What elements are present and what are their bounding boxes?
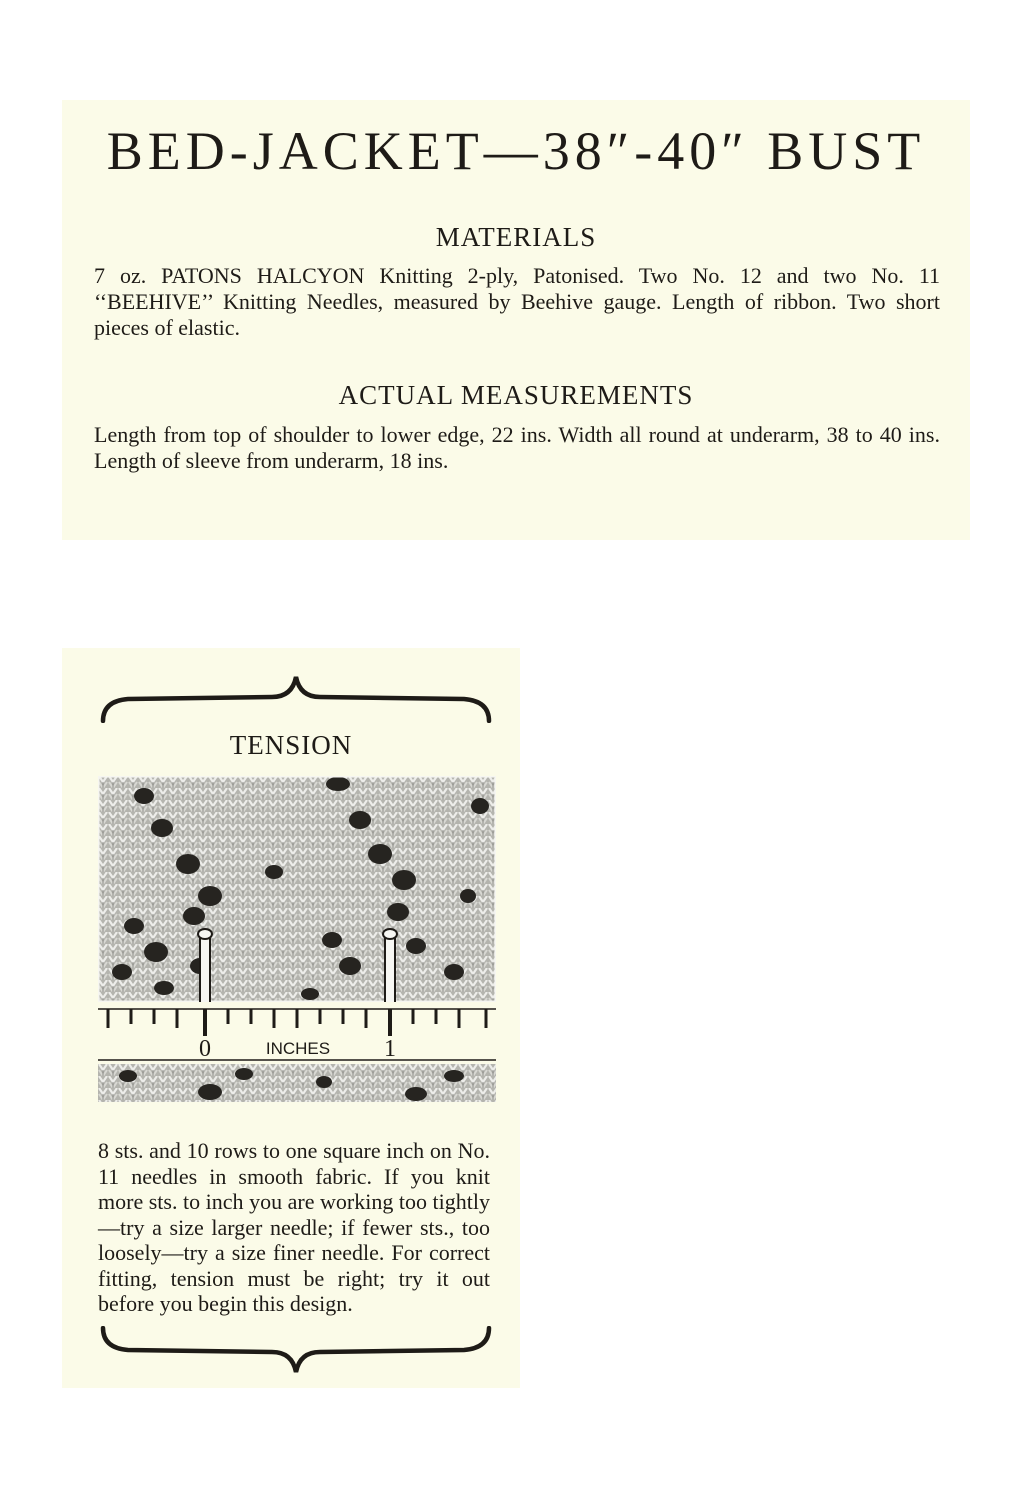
page-title: BED-JACKET—38″-40″ BUST [106,121,926,181]
measurements-text: Length from top of shoulder to lower edge, 22 ins. Width all round at underarm, 38 to 40 ins. Length of sleeve from underarm, 18 ins. [94,422,940,473]
measurements-heading: ACTUAL MEASUREMENTS [338,380,694,410]
inch-ruler [98,1002,496,1062]
knitted-fabric-strip [98,1064,496,1102]
knitted-fabric [98,776,496,1002]
ruler-end-label: 1 [384,1036,396,1062]
tension-swatch-photo [98,776,496,1102]
pattern-header-panel [62,100,970,540]
top-brace-icon [100,673,492,723]
ruler-unit-label: INCHES [265,1039,331,1058]
tension-text: 8 sts. and 10 rows to one square inch on No. 11 needles in smooth fabric. If you knit more sts. to inch you are working too tightly—try a size larger needle; if fewer sts., too loosely—try a size finer needle. For correct fitting, tension must be right; try it out before you begin this design. [98,1138,490,1316]
tension-panel [62,648,520,1388]
tension-heading: TENSION [229,730,353,760]
materials-heading: MATERIALS [435,222,597,252]
pin-icon [383,929,397,1006]
materials-text: 7 oz. PATONS HALCYON Knitting 2-ply, Patonised. Two No. 12 and two No. 11 ‘‘BEEHIVE’’ Knitting Needles, measured by Beehive gauge. Length of ribbon. Two short pieces of elastic. [94,263,940,340]
pin-icon [198,929,212,1006]
ruler-start-label: 0 [199,1036,211,1062]
bottom-brace-icon [100,1326,492,1376]
